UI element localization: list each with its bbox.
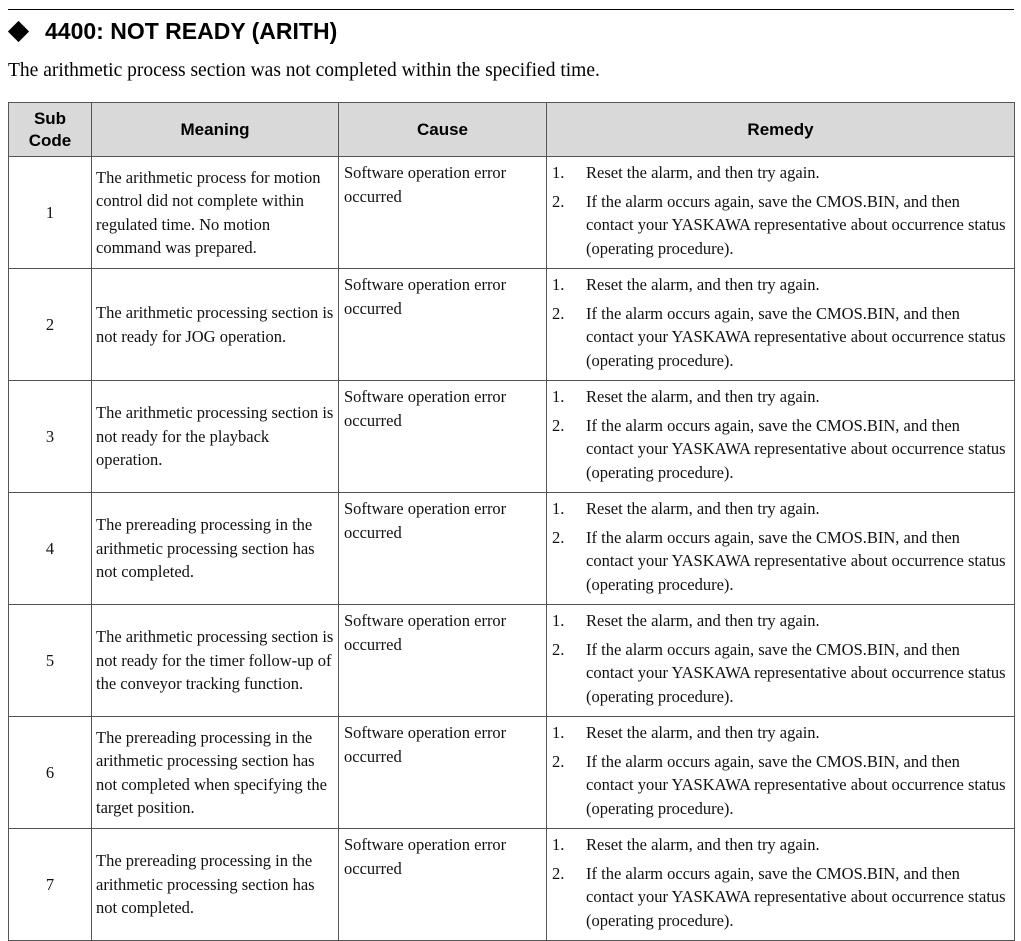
header-meaning: Meaning [92,103,339,157]
remedy-step-text: If the alarm occurs again, save the CMOS.BIN, and then contact your YASKAWA representative about occurrence status (operating procedure). [586,527,1006,594]
cause-cell: Software operation error occurred [339,157,547,269]
sub-code-cell: 5 [9,605,92,717]
remedy-step-number: 2. [552,751,565,771]
table-row [9,829,1015,941]
table-row [9,605,1015,717]
table-row [9,381,1015,493]
sub-code-cell: 6 [9,717,92,829]
remedy-step-text: If the alarm occurs again, save the CMOS.BIN, and then contact your YASKAWA representative about occurrence status (operating procedure). [586,415,1006,482]
sub-code-cell: 3 [9,381,92,493]
section-title: 4400: NOT READY (ARITH) [45,17,338,44]
cause-cell: Software operation error occurred [339,269,547,381]
cause-cell: Software operation error occurred [339,605,547,717]
cause-cell: Software operation error occurred [339,493,547,605]
alarm-table [8,102,1015,941]
remedy-step-text: If the alarm occurs again, save the CMOS.BIN, and then contact your YASKAWA representative about occurrence status (operating procedure). [586,751,1006,818]
remedy-step [552,302,1006,373]
remedy-step-number: 2. [552,303,565,323]
remedy-step [552,609,1006,633]
remedy-step-text: Reset the alarm, and then try again. [586,163,820,182]
meaning-cell: The arithmetic processing section is not ready for the timer follow-up of the conveyor tracking function. [92,605,339,717]
header-sub-code-line1: Sub [33,108,67,128]
meaning-cell: The prereading processing in the arithmetic processing section has not completed when specifying the target position. [92,717,339,829]
remedy-cell [547,605,1015,717]
remedy-step-number: 2. [552,415,565,435]
cause-cell: Software operation error occurred [339,381,547,493]
sub-code-cell: 4 [9,493,92,605]
header-cause: Cause [339,103,547,157]
table-row [9,269,1015,381]
sub-code-cell: 7 [9,829,92,941]
remedy-step [552,721,1006,745]
remedy-step [552,414,1006,485]
remedy-step [552,526,1006,597]
sub-code-cell: 2 [9,269,92,381]
remedy-step-number: 2. [552,191,565,211]
remedy-step [552,862,1006,933]
remedy-cell [547,157,1015,269]
meaning-cell: The prereading processing in the arithmetic processing section has not completed. [92,829,339,941]
remedy-step-text: Reset the alarm, and then try again. [586,835,820,854]
cause-cell: Software operation error occurred [339,829,547,941]
meaning-cell: The arithmetic processing section is not ready for the playback operation. [92,381,339,493]
remedy-step [552,833,1006,857]
remedy-cell [547,717,1015,829]
remedy-cell [547,829,1015,941]
remedy-step-number: 1. [552,499,565,518]
remedy-step [552,161,1006,185]
table-row [9,157,1015,269]
cause-cell: Software operation error occurred [339,717,547,829]
remedy-step-number: 2. [552,639,565,659]
remedy-step [552,385,1006,409]
remedy-step [552,273,1006,297]
remedy-step-text: If the alarm occurs again, save the CMOS.BIN, and then contact your YASKAWA representative about occurrence status (operating procedure). [586,191,1006,258]
remedy-step-text: Reset the alarm, and then try again. [586,275,820,294]
remedy-step-number: 1. [552,611,565,630]
meaning-cell: The arithmetic process for motion control did not complete within regulated time. No motion command was prepared. [92,157,339,269]
remedy-step-number: 2. [552,863,565,883]
remedy-step-text: If the alarm occurs again, save the CMOS.BIN, and then contact your YASKAWA representative about occurrence status (operating procedure). [586,863,1006,930]
remedy-step-text: Reset the alarm, and then try again. [586,723,820,742]
top-rule [8,9,1014,10]
remedy-step-text: If the alarm occurs again, save the CMOS.BIN, and then contact your YASKAWA representative about occurrence status (operating procedure). [586,303,1006,370]
remedy-step-text: Reset the alarm, and then try again. [586,499,820,518]
remedy-step-text: Reset the alarm, and then try again. [586,611,820,630]
remedy-step-number: 1. [552,835,565,854]
section-description: The arithmetic process section was not completed within the specified time. [8,60,600,81]
section-heading [6,14,337,48]
header-remedy: Remedy [547,103,1015,157]
header-sub-code-line2: Code [28,130,72,150]
remedy-step-number: 1. [552,163,565,182]
remedy-step [552,190,1006,261]
remedy-step [552,638,1006,709]
diamond-bullet-icon [8,20,29,41]
remedy-step-number: 1. [552,723,565,742]
meaning-cell: The prereading processing in the arithmetic processing section has not completed. [92,493,339,605]
remedy-cell [547,493,1015,605]
remedy-step-number: 1. [552,387,565,406]
remedy-step [552,750,1006,821]
remedy-step-text: If the alarm occurs again, save the CMOS.BIN, and then contact your YASKAWA representative about occurrence status (operating procedure). [586,639,1006,706]
remedy-step-number: 1. [552,275,565,294]
remedy-step-number: 2. [552,527,565,547]
meaning-cell: The arithmetic processing section is not ready for JOG operation. [92,269,339,381]
remedy-cell [547,269,1015,381]
table-row [9,717,1015,829]
remedy-cell [547,381,1015,493]
table-header-row [9,103,1015,157]
sub-code-cell: 1 [9,157,92,269]
header-sub-code [9,103,92,157]
remedy-step-text: Reset the alarm, and then try again. [586,387,820,406]
remedy-step [552,497,1006,521]
table-row [9,493,1015,605]
